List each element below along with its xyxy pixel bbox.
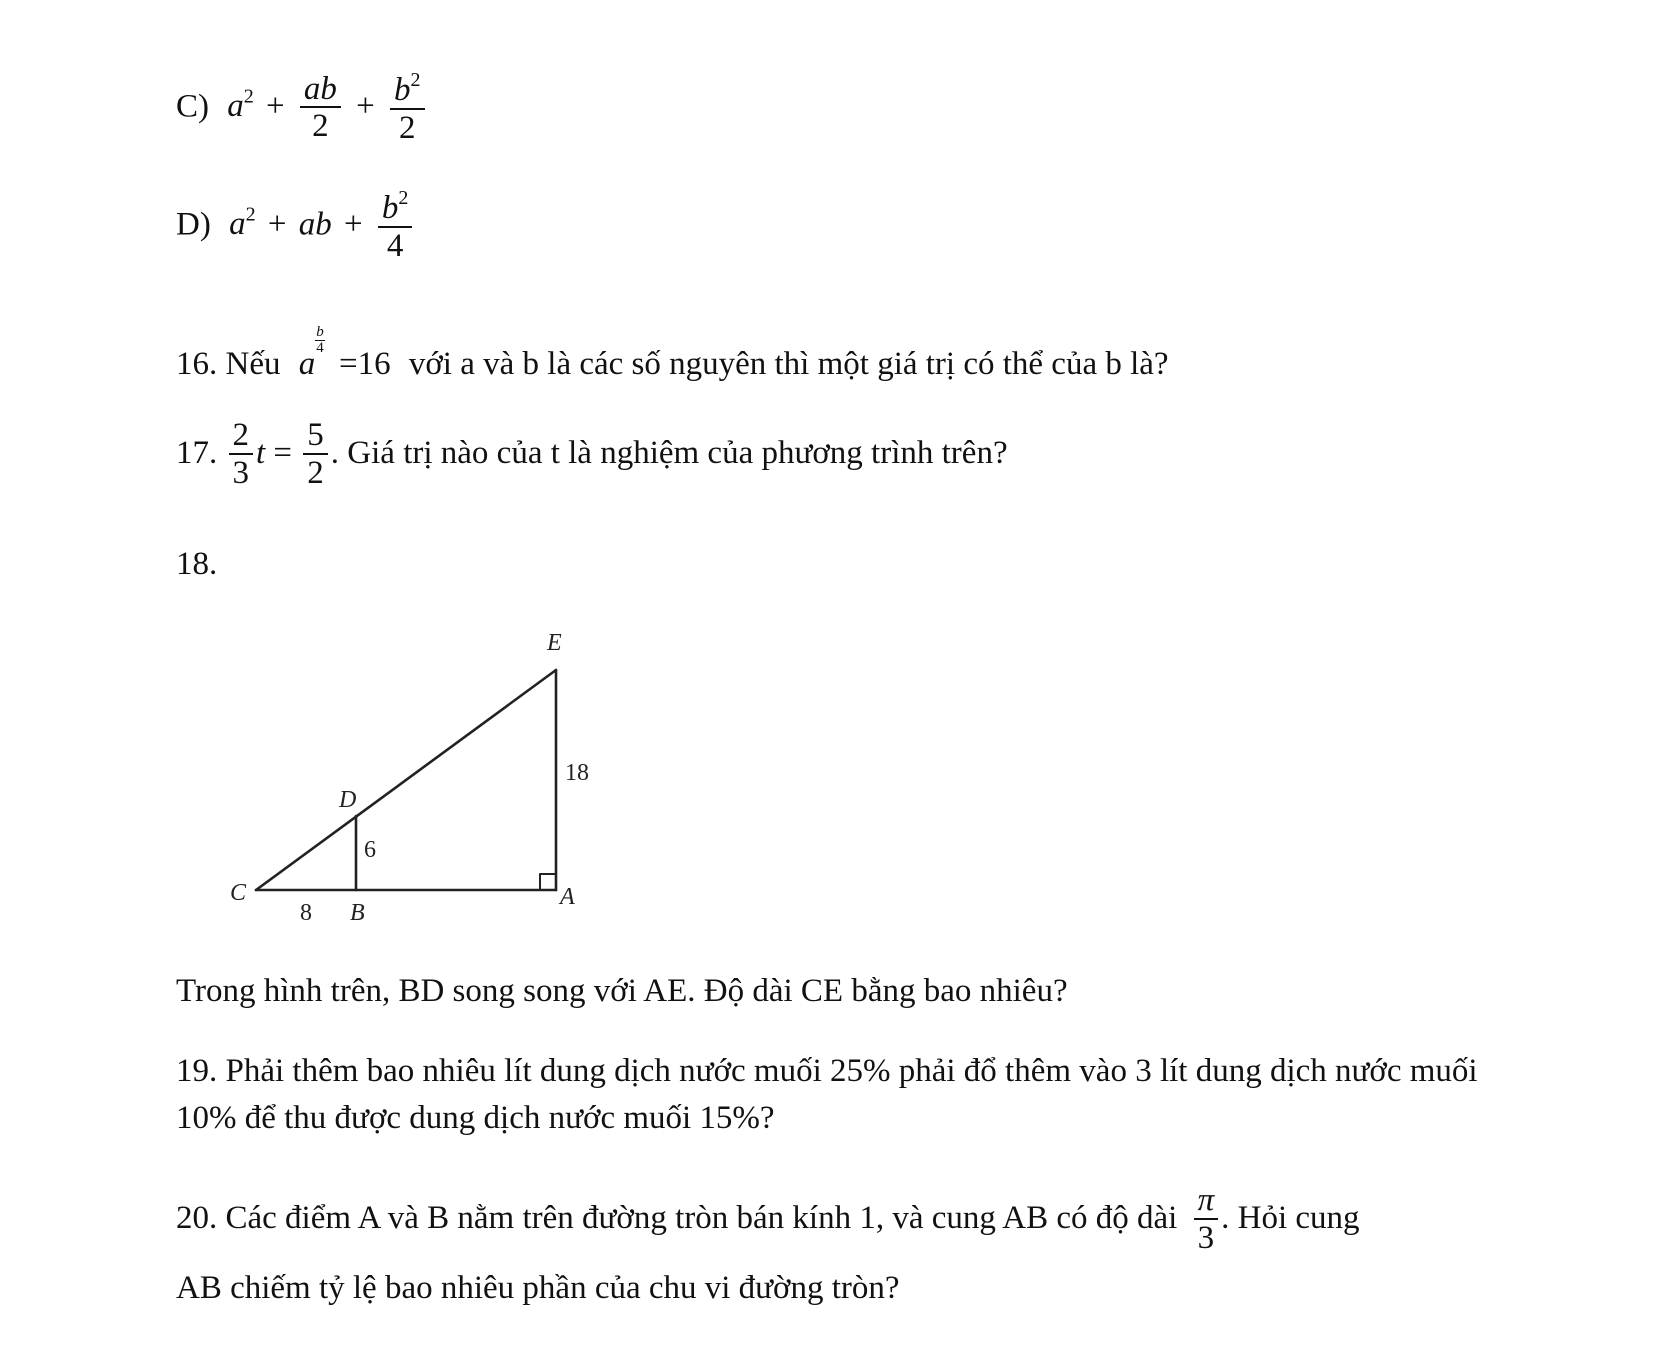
question-18-number: 18.: [176, 546, 218, 582]
q16-base: a: [298, 346, 316, 382]
q17-equals: =: [273, 434, 293, 471]
option-c-frac1-num: ab: [300, 72, 341, 109]
q17-lhs-num: 2: [229, 418, 254, 455]
q16-exponent: [315, 325, 325, 356]
length-bd: 6: [364, 837, 376, 863]
option-c-exp: 2: [243, 85, 254, 108]
q20-frac-den: 3: [1197, 1219, 1215, 1256]
q20-fraction: [1194, 1183, 1219, 1258]
q17-number: 17.: [176, 434, 218, 471]
option-d-frac-num-base: b: [381, 190, 399, 226]
option-c-frac2-den: 2: [399, 109, 416, 146]
q17-rhs-fraction: [303, 418, 328, 493]
question-18-text: Trong hình trên, BD song song với AE. Độ dài CE bằng bao nhiêu?: [176, 973, 1068, 1009]
option-d-label: D): [176, 206, 211, 243]
option-d-plus-1: +: [267, 206, 287, 243]
option-d-frac-num-exp: 2: [398, 187, 409, 209]
option-d-exp: 2: [245, 203, 256, 226]
question-16: [176, 325, 1169, 381]
option-d-frac-den: 4: [386, 227, 404, 264]
q20-prefix: 20. Các điểm A và B nằm trên đường tròn bán kính 1, và cung AB có độ dài: [176, 1199, 1178, 1236]
option-c-fraction-2: [390, 70, 425, 148]
q17-var: t: [256, 434, 266, 471]
q17-rhs-den: 2: [307, 454, 324, 491]
q17-rhs-num: 5: [303, 418, 328, 455]
q17-lhs-fraction: [229, 418, 254, 493]
option-c-plus-2: +: [356, 88, 375, 125]
question-19: 19. Phải thêm bao nhiêu lít dung dịch nước muối 25% phải đổ thêm vào 3 lít dung dịch nước muối 10% để thu được dung dịch nước muối 15%?: [176, 1053, 1478, 1136]
option-d-term: ab: [298, 206, 332, 243]
label-e: E: [547, 630, 562, 656]
length-ae: 18: [565, 760, 589, 786]
q16-prefix: 16. Nếu: [176, 346, 281, 382]
question-20-line-2: AB chiếm tỷ lệ bao nhiêu phần của chu vi đường tròn?: [176, 1270, 900, 1306]
question-20-line-1: [176, 1183, 1360, 1258]
label-d: D: [339, 787, 357, 813]
option-d-fraction: [378, 188, 413, 266]
option-c-fraction-1: [300, 72, 341, 147]
option-c-plus-1: +: [266, 88, 285, 125]
q16-equals: =16: [338, 346, 391, 382]
q17-suffix: . Giá trị nào của t là nghiệm của phương trình trên?: [330, 434, 1008, 471]
option-d-plus-2: +: [343, 206, 363, 243]
q20-suffix: . Hỏi cung: [1221, 1199, 1360, 1236]
option-c-label: C): [176, 88, 209, 125]
label-a: A: [560, 884, 575, 910]
length-cb: 8: [300, 900, 312, 926]
q16-exp-num: b: [316, 324, 324, 340]
q16-suffix: với a và b là các số nguyên thì một giá trị có thể của b là?: [408, 346, 1169, 382]
q16-exp-den: 4: [316, 340, 324, 356]
segment-ce: [256, 670, 556, 890]
option-d: [176, 188, 415, 266]
question-17: [176, 418, 1008, 493]
right-angle-marker: [540, 874, 556, 890]
option-c: [176, 70, 428, 148]
label-c: C: [230, 880, 247, 906]
option-d-base: a: [229, 206, 246, 243]
label-b: B: [350, 900, 365, 926]
option-c-base: a: [227, 88, 244, 125]
option-c-frac1-den: 2: [312, 108, 329, 145]
similar-triangles-figure: [220, 620, 600, 930]
q17-lhs-den: 3: [232, 454, 249, 491]
q20-frac-num: π: [1194, 1183, 1219, 1220]
option-c-frac2-num-exp: 2: [410, 69, 421, 91]
option-c-frac2-num-base: b: [394, 72, 411, 108]
